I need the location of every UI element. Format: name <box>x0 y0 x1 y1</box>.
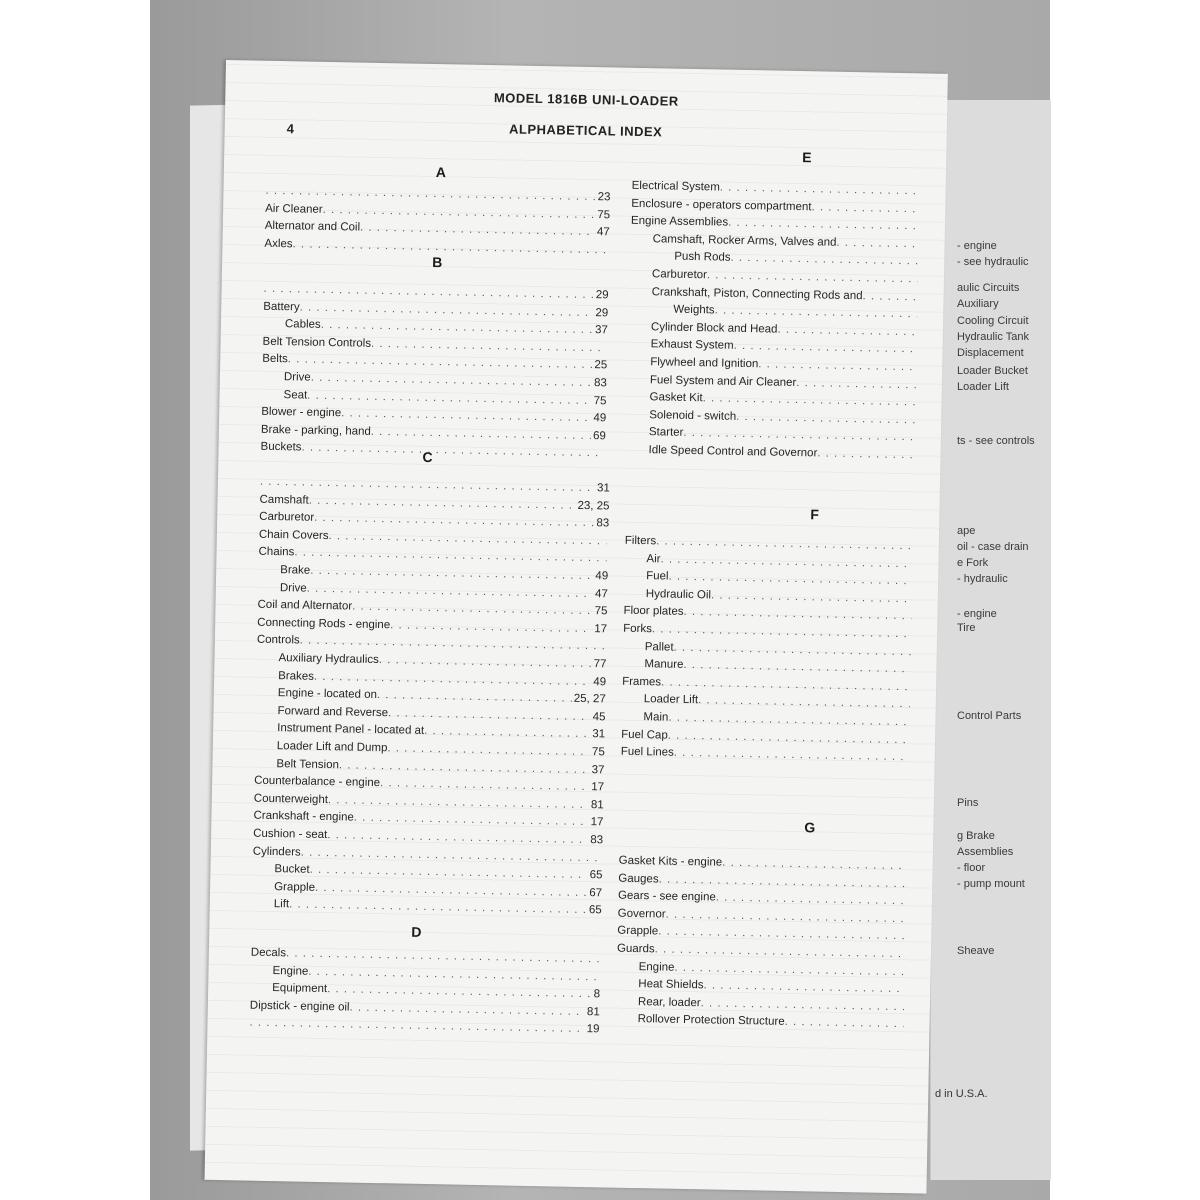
section-letter: E <box>802 149 812 166</box>
entry-page-number: 37 <box>594 324 608 337</box>
facing-page-text: Assemblies <box>957 846 1014 858</box>
facing-page-text: ts - see controls <box>957 435 1035 447</box>
entry-label: Crankshaft - engine <box>253 810 354 824</box>
entry-label: Electrical System <box>631 179 720 194</box>
dot-leader <box>387 740 590 760</box>
entry-page-number: 17 <box>591 781 605 794</box>
entry-page-number: 77 <box>593 658 607 671</box>
entry-label: Gasket Kit <box>649 391 703 405</box>
entry-label: Loader Lift and Dump <box>276 740 388 755</box>
entry-page-number: 17 <box>590 816 604 829</box>
dot-leader <box>730 250 918 270</box>
footer-text: d in U.S.A. <box>935 1088 988 1100</box>
entry-label: Cylinders <box>252 845 301 859</box>
dot-leader <box>371 424 592 444</box>
entry-label: Frames <box>622 675 662 689</box>
entry-label: Floor plates <box>623 605 684 619</box>
entry-label: Cables <box>284 318 321 332</box>
entry-label: Counterbalance - engine <box>254 774 381 790</box>
entry-label: Chain Covers <box>258 528 329 542</box>
entry-label: Instrument Panel - located at <box>277 722 425 738</box>
entry-label: Belts <box>262 353 288 366</box>
entry-page-number: 31 <box>592 728 606 741</box>
entry-page-number: 83 <box>593 377 607 390</box>
entry-page-number: 83 <box>590 834 604 847</box>
entry-label: Fuel Lines <box>620 745 674 759</box>
page-subtitle: ALPHABETICAL INDEX <box>508 121 663 140</box>
entry-page-number: 29 <box>595 306 609 319</box>
page-title: MODEL 1816B UNI-LOADER <box>493 90 679 109</box>
entry-label: Manure <box>644 658 684 672</box>
entry-label: Gears - see engine <box>617 889 716 904</box>
entry-label: Governor <box>617 907 666 921</box>
index-entry <box>648 442 916 463</box>
entry-page-number: 37 <box>591 763 605 776</box>
facing-page-text: - engine <box>957 608 997 620</box>
facing-page-text: e Fork <box>957 557 989 569</box>
dot-leader <box>784 1014 903 1032</box>
entry-label: Hydraulic Oil <box>645 587 712 602</box>
facing-page-text: Pins <box>957 797 979 809</box>
entry-label: Buckets <box>260 441 302 454</box>
facing-page-text: Sheave <box>957 945 995 957</box>
dot-leader <box>862 288 917 305</box>
entry-label: Air Cleaner <box>265 202 323 216</box>
entry-label: Battery <box>263 300 300 314</box>
entry-label: Idle Speed Control and Governor <box>648 444 818 460</box>
entry-label: Blower - engine <box>261 405 342 420</box>
entry-label: Guards <box>616 942 655 956</box>
entry-page-number: 69 <box>592 429 606 443</box>
entry-label: Brakes <box>278 669 315 683</box>
entry-label: Grapple <box>617 925 659 938</box>
entry-label: Cylinder Block and Head <box>650 321 778 336</box>
entry-label: Weights <box>673 303 715 317</box>
entry-label: Belt Tension Controls <box>262 335 372 350</box>
dot-leader <box>817 445 915 463</box>
facing-page <box>930 100 1051 1180</box>
dot-leader <box>722 855 907 875</box>
section-letter: A <box>435 164 447 181</box>
entry-label: Equipment <box>272 982 328 996</box>
entry-page-number: 31 <box>596 482 610 495</box>
dot-leader <box>380 775 590 795</box>
entry-label: Bucket <box>274 863 310 876</box>
facing-page-text: Auxiliary <box>957 298 999 310</box>
entry-page-number: 17 <box>594 622 608 636</box>
entry-label: Pallet <box>644 640 674 654</box>
entry-page-number: 23, 25 <box>577 499 610 513</box>
dot-leader <box>698 693 910 713</box>
entry-label: Brake - parking, hand <box>260 423 371 438</box>
facing-page-text: Control Parts <box>957 710 1022 722</box>
dot-leader <box>379 652 592 672</box>
entry-label: Flywheel and Ignition <box>650 356 759 371</box>
entry-label: Main <box>643 711 669 724</box>
index-entry <box>621 744 911 766</box>
index-page <box>204 60 947 1194</box>
entry-page-number: 65 <box>589 869 603 882</box>
entry-page-number: 49 <box>595 570 609 583</box>
dot-leader <box>388 705 591 725</box>
facing-page-text: Displacement <box>957 347 1024 359</box>
facing-page-text: Loader Bucket <box>957 365 1028 377</box>
entry-page-number: 83 <box>596 517 610 530</box>
dot-leader <box>836 235 918 253</box>
entry-label: Belt Tension <box>276 757 340 771</box>
dot-leader <box>736 409 915 428</box>
entry-page-number: 29 <box>595 289 609 302</box>
facing-page-text: oil - case drain <box>957 541 1029 553</box>
entry-label: Fuel System and Air Cleaner <box>649 373 797 389</box>
facing-page-text: - floor <box>957 862 986 874</box>
entry-page-number: 65 <box>588 904 602 917</box>
entry-label: Connecting Rods - engine <box>257 616 391 632</box>
entry-label: Chains <box>258 546 295 559</box>
entry-label: Filters <box>624 534 657 548</box>
entry-label: Carburetor <box>651 268 708 282</box>
facing-page-text: - pump mount <box>957 878 1025 890</box>
facing-page-text: - hydraulic <box>957 573 1008 585</box>
entry-label: Heat Shields <box>638 978 704 992</box>
entry-page-number: 75 <box>593 394 607 407</box>
entry-label: Dipstick - engine oil <box>249 999 350 1014</box>
dot-leader <box>703 978 904 998</box>
entry-label: Gasket Kits - engine <box>618 854 723 869</box>
facing-page-text: g Brake <box>957 830 995 842</box>
dot-leader <box>390 617 592 637</box>
index-entry <box>638 1011 906 1032</box>
facing-page-text: Hydraulic Tank <box>957 331 1029 343</box>
entry-label: Drive <box>283 371 311 384</box>
dot-leader <box>714 303 917 323</box>
facing-page-text: - see hydraulic <box>957 256 1029 268</box>
section-letter: C <box>422 448 433 466</box>
entry-label: Engine <box>638 960 675 974</box>
entry-label: Carburetor <box>259 510 315 524</box>
entry-label: Controls <box>256 634 300 647</box>
section-letter: G <box>804 819 816 836</box>
dot-leader <box>734 338 917 358</box>
entry-page-number: 23 <box>597 191 611 204</box>
entry-label: Coil and Alternator <box>257 598 353 613</box>
entry-label: Camshaft <box>259 493 309 507</box>
entry-label: Engine Assemblies <box>630 214 729 229</box>
dot-leader <box>758 356 916 375</box>
dot-leader <box>728 215 919 235</box>
dot-leader <box>711 587 912 607</box>
dot-leader <box>811 199 919 217</box>
entry-page-number: 49 <box>593 675 607 689</box>
dot-leader <box>674 745 909 766</box>
dot-leader <box>716 890 906 910</box>
entry-label: Alternator and Coil <box>264 219 361 234</box>
dot-leader <box>777 321 917 340</box>
entry-label: Counterweight <box>253 792 329 806</box>
entry-page-number: 75 <box>594 605 608 618</box>
dot-leader <box>796 375 916 393</box>
entry-label: Forward and Reverse <box>277 704 389 720</box>
entry-label: Camshaft, Rocker Arms, Valves and <box>652 233 837 249</box>
entry-label: Solenoid - switch <box>649 408 737 423</box>
entry-label: Crankshaft, Piston, Connecting Rods and <box>651 285 863 302</box>
dot-leader <box>703 390 916 410</box>
entry-label: Air <box>646 552 661 566</box>
entry-label: Gauges <box>618 872 659 886</box>
entry-label: Fuel <box>646 570 669 583</box>
entry-page-number: 25, 27 <box>573 692 606 706</box>
entry-label: Starter <box>648 426 684 440</box>
dot-leader <box>377 687 572 707</box>
entry-label: Auxiliary Hydraulics <box>278 652 379 667</box>
entry-label: Exhaust System <box>650 338 734 353</box>
entry-label: Axles <box>264 237 293 251</box>
entry-label: Lift <box>273 898 290 911</box>
entry-page-number: 47 <box>596 226 610 239</box>
entry-label: Seat <box>283 388 308 402</box>
dot-leader <box>707 267 918 287</box>
entry-page-number: 81 <box>590 798 604 812</box>
facing-page-text: - engine <box>957 240 997 252</box>
entry-page-number: 45 <box>592 710 606 724</box>
facing-page-text: Cooling Circuit <box>957 315 1029 327</box>
entry-label: Brake <box>280 564 311 577</box>
section-letter: B <box>432 253 443 271</box>
entry-label: Grapple <box>274 880 316 894</box>
page-number: 4 <box>286 121 295 137</box>
entry-page-number: 67 <box>589 886 603 900</box>
entry-label: Push Rods <box>674 251 731 265</box>
entry-page-number: 75 <box>597 208 611 221</box>
dot-leader <box>424 723 590 742</box>
entry-label: Fuel Cap <box>621 728 668 742</box>
entry-page-number: 81 <box>586 1005 600 1019</box>
entry-label: Rear, loader <box>637 995 701 1010</box>
entry-label: Loader Lift <box>643 693 699 707</box>
entry-page-number: 49 <box>593 412 607 425</box>
entry-page-number: 25 <box>594 359 608 372</box>
dot-leader <box>700 995 904 1015</box>
facing-page-text: Loader Lift <box>957 381 1009 393</box>
entry-label: Rollover Protection Structure <box>637 1013 785 1029</box>
facing-page-text: ape <box>957 525 976 537</box>
facing-page-text: aulic Circuits <box>957 282 1020 294</box>
entry-label: Enclosure - operators compartment <box>631 197 812 213</box>
entry-label: Engine - located on <box>277 687 378 702</box>
entry-label: Decals <box>250 946 287 960</box>
entry-page-number: 8 <box>593 988 601 1001</box>
entry-page-number: 19 <box>586 1023 600 1036</box>
entry-label: Drive <box>279 581 307 595</box>
entry-label: Engine <box>272 964 309 978</box>
section-letter: D <box>411 923 422 940</box>
entry-page-number: 47 <box>594 587 608 601</box>
section-letter: F <box>810 506 820 523</box>
dot-leader <box>720 180 920 200</box>
facing-page-text: Tire <box>957 622 976 634</box>
entry-label: Forks <box>623 622 653 636</box>
entry-page-number: 75 <box>591 746 605 759</box>
entry-label: Cushion - seat <box>253 827 328 842</box>
